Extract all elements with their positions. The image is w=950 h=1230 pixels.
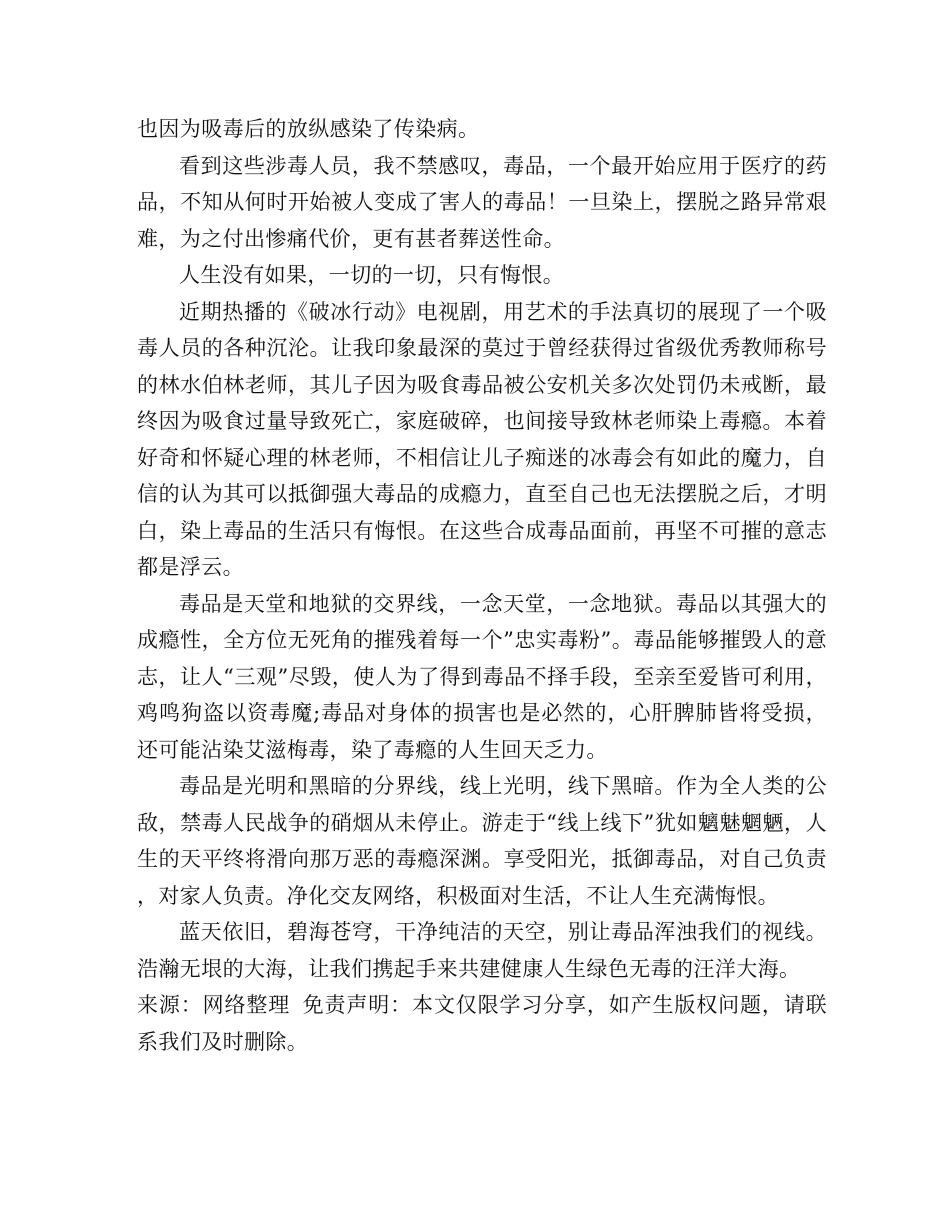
paragraph-5: 毒品是天堂和地狱的交界线，一念天堂，一念地狱。毒品以其强大的成瘾性，全方位无死角的摧残着每一个”忠实毒粉”。毒品能够摧毁人的意志，让人“三观”尽毁，使人为了得到毒品不择手段，至亲至爱皆可利用，鸡鸣狗盗以资毒魔;毒品对身体的损害也是必然的，心肝脾肺皆将受损，还可能沾染艾滋梅毒，染了毒瘾的人生回天乏力。 [137,591,827,762]
paragraph-1: 也因为吸毒后的放纵感染了传染病。 [137,117,480,141]
paragraph-4: 近期热播的《破冰行动》电视剧，用艺术的手法真切的展现了一个吸毒人员的各种沉沦。让我印象最深的莫过于曾经获得过省级优秀教师称号的林水伯林老师，其儿子因为吸食毒品被公安机关多次处罚仍未戒断，最终因为吸食过量导致死亡，家庭破碎，也间接导致林老师染上毒瘾。本着好奇和怀疑心理的林老师，不相信让儿子痴迷的冰毒会有如此的魔力，自信的认为其可以抵御强大毒品的成瘾力，直至自己也无法摆脱之后，才明白，染上毒品的生活只有悔恨。在这些合成毒品面前，再坚不可摧的意志都是浮云。 [137,299,827,579]
document-body [137,111,827,1060]
source-note [137,987,827,1060]
disclaimer-text: 免责声明：本文仅限学习分享，如产生版权问题，请联系我们及时删除。 [137,993,827,1054]
paragraph-3: 人生没有如果，一切的一切，只有悔恨。 [179,263,565,287]
paragraph-7: 蓝天依旧，碧海苍穹，干净纯洁的天空，别让毒品浑浊我们的视线。浩瀚无垠的大海，让我们携起手来共建健康人生绿色无毒的汪洋大海。 [137,920,827,981]
paragraph-2: 看到这些涉毒人员，我不禁感叹，毒品，一个最开始应用于医疗的药品，不知从何时开始被人变成了害人的毒品！一旦染上，摆脱之路异常艰难，为之付出惨痛代价，更有甚者葬送性命。 [137,153,827,251]
source-label: 来源：网络整理 [137,993,291,1017]
paragraph-6: 毒品是光明和黑暗的分界线，线上光明，线下黑暗。作为全人类的公敌，禁毒人民战争的硝烟从未停止。游走于“线上线下”犹如魑魅魍魉，人生的天平终将滑向那万恶的毒瘾深渊。享受阳光，抵御毒品，对自己负责，对家人负责。净化交友网络，积极面对生活，不让人生充满悔恨。 [137,774,827,908]
